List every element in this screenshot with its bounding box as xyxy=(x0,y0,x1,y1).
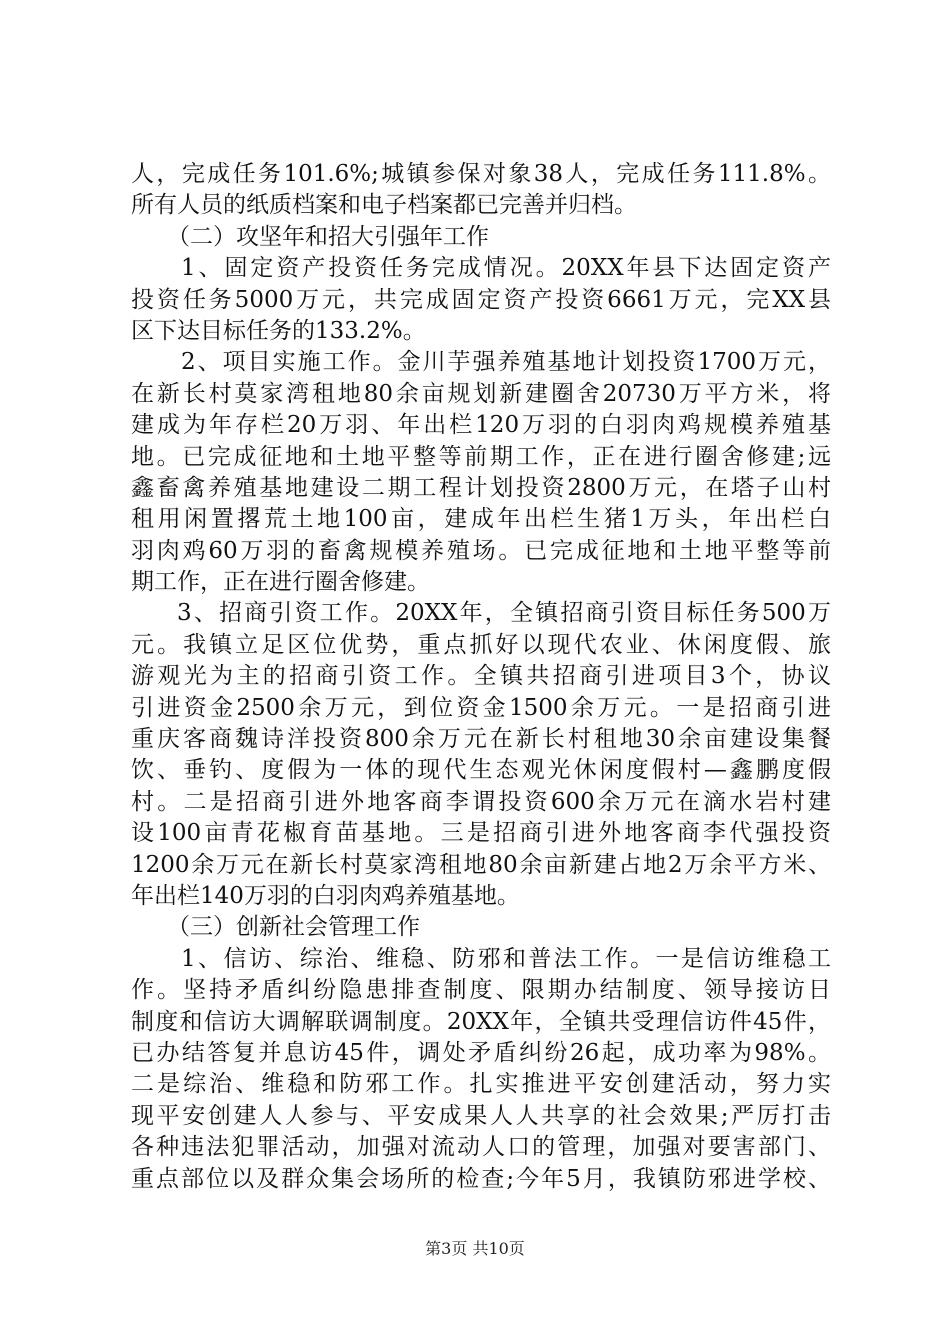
text-line: 所有人员的纸质档案和电子档案都已完善并归档。 xyxy=(131,192,637,219)
text-line: 重点部位以及群众集会场所的检查;今年5月，我镇防邪进学校、 xyxy=(131,1165,831,1192)
text-line: 1、固定资产投资任务完成情况。20XX年县下达固定资产 xyxy=(181,255,831,282)
text-line: 作。坚持矛盾纠纷隐患排查制度、限期办结制度、领导接访日 xyxy=(131,977,831,1004)
text-line: 鑫畜禽养殖基地建设二期工程计划投资2800万元，在塔子山村 xyxy=(131,474,831,501)
text-line: 游观光为主的招商引资工作。全镇共招商引进项目3个，协议 xyxy=(131,663,831,690)
text-line: 租用闲置撂荒土地100亩，建成年出栏生猪1万头，年出栏白 xyxy=(131,506,831,533)
text-line: 各种违法犯罪活动，加强对流动人口的管理，加强对要害部门、 xyxy=(131,1134,831,1161)
page-footer: 第3页 共10页 xyxy=(425,1239,525,1258)
text-line: 在新长村莫家湾租地80余亩规划新建圈舍20730万平方米，将 xyxy=(131,380,831,407)
text-line: 设100亩青花椒育苗基地。三是招商引进外地客商李代强投资 xyxy=(131,820,831,847)
text-line: 区下达目标任务的133.2%。 xyxy=(131,317,426,344)
text-line: （三）创新社会管理工作 xyxy=(167,914,420,941)
text-line: 村。二是招商引进外地客商李谓投资600余万元在滴水岩村建 xyxy=(131,788,831,815)
text-line: 投资任务5000万元，共完成固定资产投资6661万元，完XX县 xyxy=(131,286,831,313)
text-line: 二是综治、维稳和防邪工作。扎实推进平安创建活动，努力实 xyxy=(131,1071,831,1098)
text-line: （二）攻坚年和招大引强年工作 xyxy=(167,223,489,250)
text-line: 引进资金2500余万元，到位资金1500余万元。一是招商引进 xyxy=(131,694,831,721)
text-line: 重庆客商魏诗洋投资800余万元在新长村租地30余亩建设集餐 xyxy=(131,726,831,753)
text-line: 制度和信访大调解联调制度。20XX年，全镇共受理信访件45件， xyxy=(131,1008,831,1035)
text-line: 期工作，正在进行圈舍修建。 xyxy=(131,569,430,596)
text-line: 元。我镇立足区位优势，重点抓好以现代农业、休闲度假、旅 xyxy=(131,631,831,658)
text-line: 2、项目实施工作。金川芋强养殖基地计划投资1700万元， xyxy=(181,349,831,376)
text-line: 3、招商引资工作。20XX年，全镇招商引资目标任务500万 xyxy=(177,600,831,627)
text-line: 饮、垂钓、度假为一体的现代生态观光休闲度假村—鑫鹏度假 xyxy=(131,757,831,784)
text-line: 建成为年存栏20万羽、年出栏120万羽的白羽肉鸡规模养殖基 xyxy=(131,412,831,439)
text-line: 地。已完成征地和土地平整等前期工作，正在进行圈舍修建;远 xyxy=(131,443,831,470)
text-line: 1、信访、综治、维稳、防邪和普法工作。一是信访维稳工 xyxy=(181,945,831,972)
text-line: 年出栏140万羽的白羽肉鸡养殖基地。 xyxy=(131,882,520,909)
text-line: 1200余万元在新长村莫家湾租地80余亩新建占地2万余平方米、 xyxy=(131,851,831,878)
text-line: 已办结答复并息访45件，调处矛盾纠纷26起，成功率为98%。 xyxy=(131,1039,831,1066)
text-line: 羽肉鸡60万羽的畜禽规模养殖场。已完成征地和土地平整等前 xyxy=(131,537,831,564)
text-line: 现平安创建人人参与、平安成果人人共享的社会效果;严厉打击 xyxy=(131,1102,831,1129)
body-text xyxy=(131,159,831,1195)
text-line: 人，完成任务101.6%;城镇参保对象38人，完成任务111.8%。 xyxy=(131,161,831,187)
